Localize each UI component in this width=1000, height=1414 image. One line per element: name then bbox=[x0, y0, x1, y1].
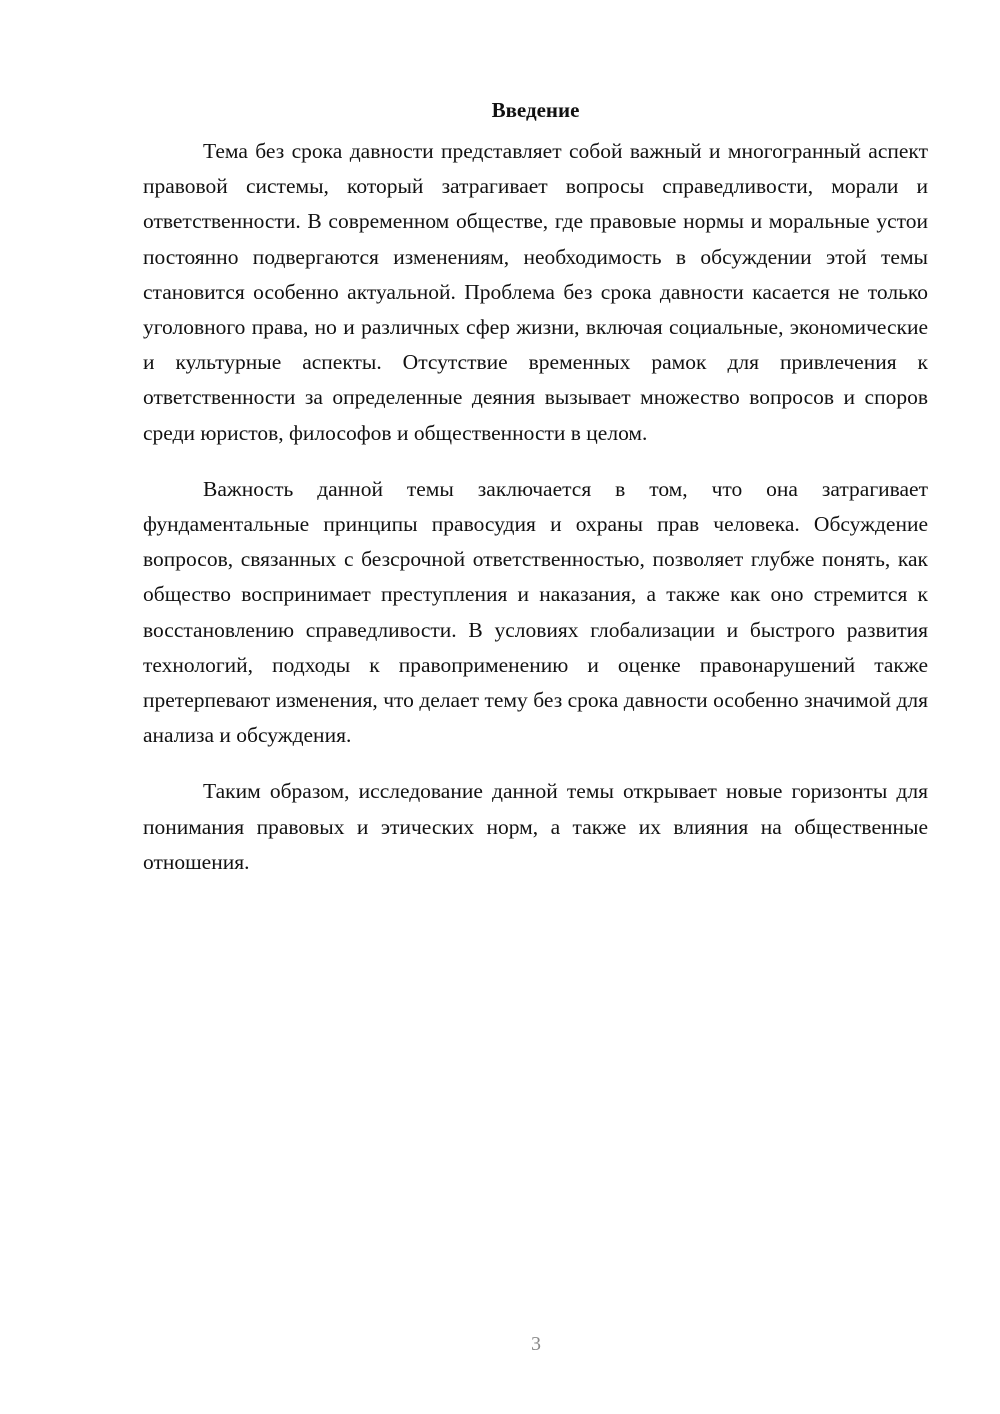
page-content bbox=[143, 94, 928, 880]
paragraph-2: Важность данной темы заключается в том, что она затрагивает фундаментальные принципы правосудия и охраны прав человека. Обсуждение вопросов, связанных с безсрочной ответственностью, позволяет глубже понять, как общество воспринимает преступления и наказания, а также как оно стремится к восстановлению справедливости. В условиях глобализации и быстрого развития технологий, подходы к правоприменению и оценке правонарушений также претерпевают изменения, что делает тему без срока давности особенно значимой для анализа и обсуждения. bbox=[143, 476, 928, 748]
section-heading: Введение bbox=[491, 98, 580, 122]
page-number: 3 bbox=[531, 1333, 541, 1355]
paragraph-3: Таким образом, исследование данной темы открывает новые горизонты для понимания правовых и этических норм, а также их влияния на общественные отношения. bbox=[143, 779, 928, 874]
paragraph-1: Тема без срока давности представляет собой важный и многогранный аспект правовой системы, который затрагивает вопросы справедливости, морали и ответственности. В современном обществе, где правовые нормы и моральные устои постоянно подвергаются изменениям, необходимость в обсуждении этой темы становится особенно актуальной. Проблема без срока давности касается не только уголовного права, но и различных сфер жизни, включая социальные, экономические и культурные аспекты. Отсутствие временных рамок для привлечения к ответственности за определенные деяния вызывает множество вопросов и споров среди юристов, философов и общественности в целом. bbox=[143, 139, 928, 445]
